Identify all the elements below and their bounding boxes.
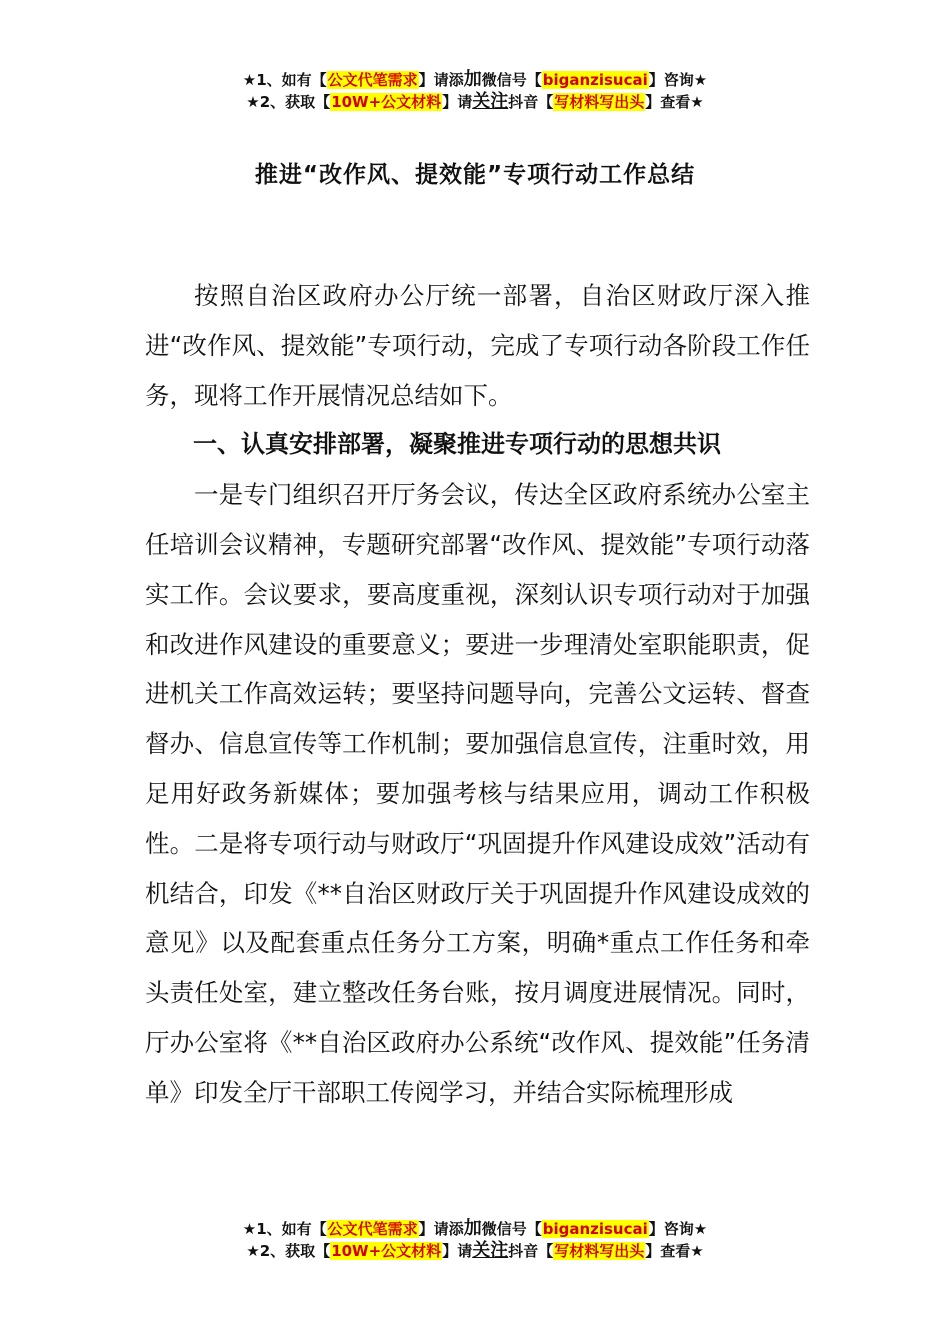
promo-line-1 [0,1218,950,1240]
promo-text: 微信号【 [481,71,542,89]
promo-text: 】咨询★ [648,1220,708,1238]
section-paragraph: 一是专门组织召开厅务会议，传达全区政府系统办公室主任培训会议精神，专题研究部署“改作风、提效能”专项行动落实工作。会议要求，要高度重视，深刻认识专项行动对于加强和改进作风建设的重要意义；要进一步理清处室职能职责，促进机关工作高效运转；要坚持问题导向，完善公文运转、督查督办、信息宣传等工作机制；要加强信息宣传，注重时效，用足用好政务新媒体；要加强考核与结果应用，调动工作积极性。二是将专项行动与财政厅“巩固提升作风建设成效”活动有机结合，印发《**自治区财政厅关于巩固提升作风建设成效的意见》以及配套重点任务分工方案，明确*重点工作任务和牵头责任处室，建立整改任务台账，按月调度进展情况。同时，厅办公室将《**自治区政府办公系统“改作风、提效能”任务清单》印发全厅干部职工传阅学习，并结合实际梳理形成 [145,480,810,1107]
promo-text: 】查看★ [645,93,704,111]
promo-text: 关注 [472,1240,509,1261]
document-body [145,271,810,1118]
promo-text: ★2、获取【 [246,93,331,111]
promo-text: ★2、获取【 [246,1242,331,1260]
section-heading: 一、认真安排部署，凝聚推进专项行动的思想共识 [193,430,721,459]
promo-text: 】请 [442,1242,473,1260]
promo-text: 抖音【 [508,93,554,111]
promo-highlight: 写材料写出头 [554,1242,645,1260]
promo-text: 】请添 [418,71,464,89]
promo-highlight: 10W+公文材料 [331,93,442,111]
promo-highlight: 公文代笔需求 [327,1220,418,1238]
promo-text: 】请添 [418,1220,464,1238]
intro-paragraph: 按照自治区政府办公厅统一部署，自治区财政厅深入推进“改作风、提效能”专项行动，完成了专项行动各阶段工作任务，现将工作开展情况总结如下。 [145,281,810,410]
promo-text: 关注 [472,91,509,112]
promo-highlight: biganzisucai [542,1220,648,1238]
promo-text: 】请 [442,93,473,111]
promo-text: 微信号【 [481,1220,542,1238]
promo-text: 抖音【 [508,1242,554,1260]
promo-banner-bottom [0,1218,950,1262]
promo-text: ★1、如有【 [242,1220,327,1238]
promo-text: ★1、如有【 [242,71,327,89]
promo-line-2 [0,1240,950,1262]
promo-highlight: 公文代笔需求 [327,71,418,89]
promo-highlight: biganzisucai [542,71,648,89]
promo-banner-top [0,69,950,113]
promo-text: 】咨询★ [648,71,708,89]
promo-highlight: 写材料写出头 [554,93,645,111]
promo-text: 】查看★ [645,1242,704,1260]
promo-highlight: 10W+公文材料 [331,1242,442,1260]
promo-line-1 [0,69,950,91]
promo-line-2 [0,91,950,113]
promo-text: 加 [463,1218,482,1239]
promo-text: 加 [463,69,482,90]
document-title: 推进“改作风、提效能”专项行动工作总结 [254,162,696,188]
